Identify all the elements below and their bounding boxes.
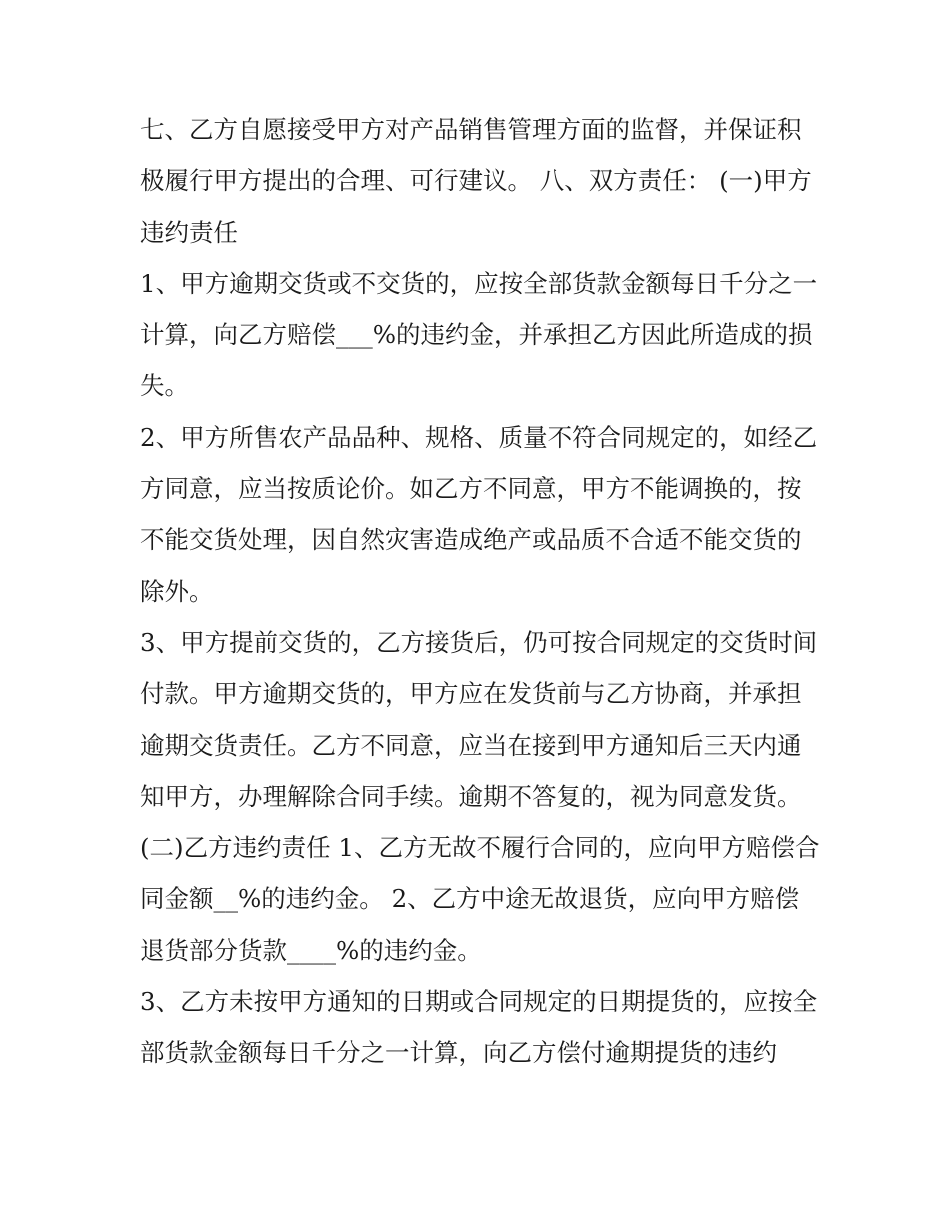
paragraph-party-b-items-1-2: (二)乙方违约责任 1、乙方无故不履行合同的，应向甲方赔偿合同金额__%的违约金。 2、乙方中途无故退货，应向甲方赔偿退货部分货款____%的违约金。 xyxy=(140,833,820,965)
paragraph-party-b-item-3: 3、乙方未按甲方通知的日期或合同规定的日期提货的，应按全部货款金额每日千分之一计算，向乙方偿付逾期提货的违约 xyxy=(140,987,818,1068)
paragraph-party-a-item-2: 2、甲方所售农产品品种、规格、质量不符合同规定的，如经乙方同意，应当按质论价。如乙方不同意，甲方不能调换的，按不能交货处理，因自然灾害造成绝产或品质不合适不能交货的除外。 xyxy=(140,422,818,606)
document-body xyxy=(140,104,820,1079)
paragraph-party-a-item-3: 3、甲方提前交货的，乙方接货后，仍可按合同规定的交货时间付款。甲方逾期交货的，甲方应在发货前与乙方协商，并承担逾期交货责任。乙方不同意，应当在接到甲方通知后三天内通知甲方，办理解除合同手续。逾期不答复的，视为同意发货。 xyxy=(140,627,818,811)
paragraph-party-a-item-1: 1、甲方逾期交货或不交货的，应按全部货款金额每日千分之一计算，向乙方赔偿___%的违约金，并承担乙方因此所造成的损失。 xyxy=(140,268,818,401)
paragraph-clause-7: 七、乙方自愿接受甲方对产品销售管理方面的监督，并保证积极履行甲方提出的合理、可行建议。 八、双方责任： (一)甲方违约责任 xyxy=(140,115,812,247)
